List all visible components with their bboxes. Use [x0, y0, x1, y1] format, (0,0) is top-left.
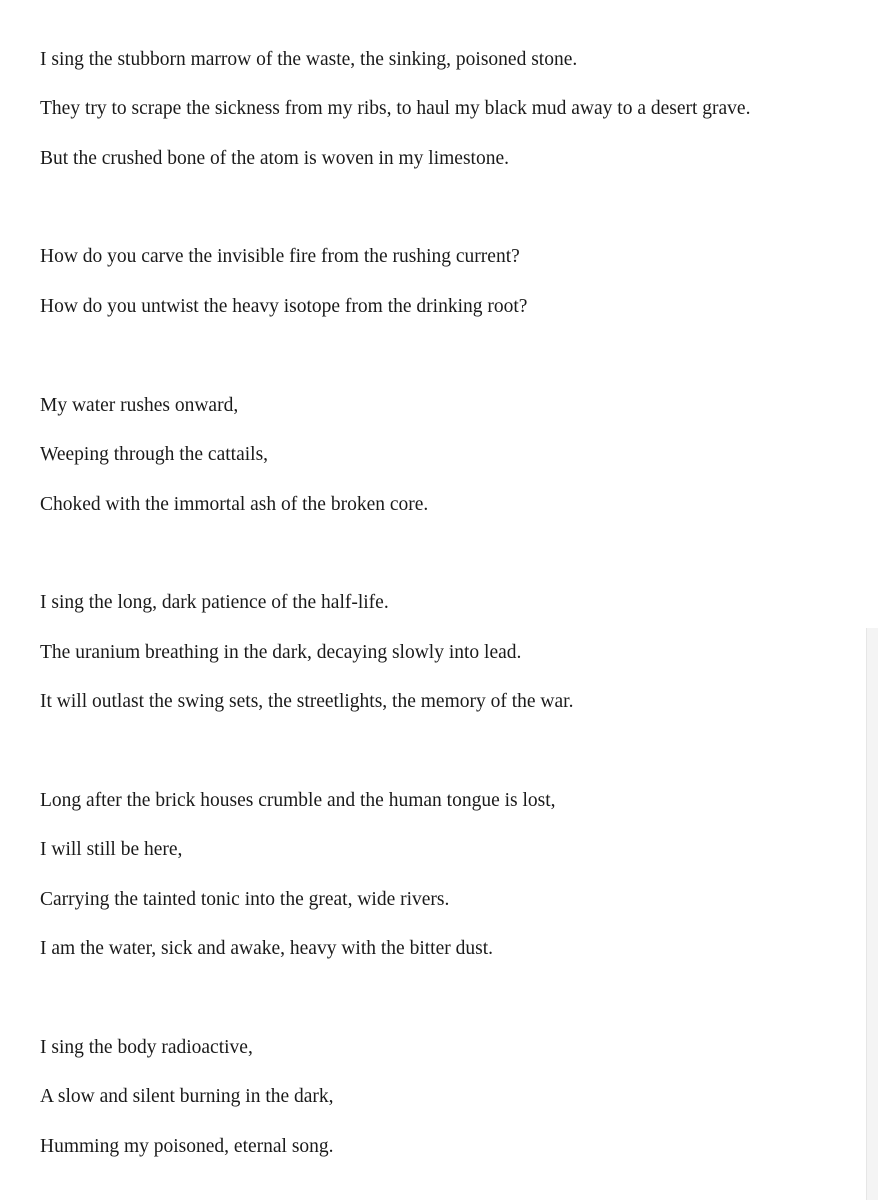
poem-line: Choked with the immortal ash of the broken core. [40, 494, 429, 515]
poem-line: They try to scrape the sickness from my ribs, to haul my black mud away to a desert grave. [40, 98, 751, 119]
poem-line: Long after the brick houses crumble and the human tongue is lost, [40, 790, 556, 811]
poem-line: I sing the body radioactive, [40, 1037, 253, 1058]
poem-line: Carrying the tainted tonic into the great, wide rivers. [40, 889, 450, 910]
poem-line: But the crushed bone of the atom is woven in my limestone. [40, 148, 509, 169]
poem-line: I am the water, sick and awake, heavy with the bitter dust. [40, 938, 493, 959]
poem-line: I sing the long, dark patience of the half-life. [40, 592, 389, 613]
scrollbar-track[interactable] [866, 628, 878, 1200]
poem-line: Weeping through the cattails, [40, 444, 269, 465]
poem-line: My water rushes onward, [40, 395, 239, 416]
poem-line: Humming my poisoned, eternal song. [40, 1136, 334, 1157]
poem-line: The uranium breathing in the dark, decaying slowly into lead. [40, 642, 522, 663]
poem-line: A slow and silent burning in the dark, [40, 1086, 334, 1107]
poem-line: How do you untwist the heavy isotope from the drinking root? [40, 296, 528, 317]
poem-line: How do you carve the invisible fire from the rushing current? [40, 246, 520, 267]
poem-line: I will still be here, [40, 839, 183, 860]
poem-line: It will outlast the swing sets, the streetlights, the memory of the war. [40, 691, 574, 712]
poem-line: I sing the stubborn marrow of the waste, the sinking, poisoned stone. [40, 49, 578, 70]
